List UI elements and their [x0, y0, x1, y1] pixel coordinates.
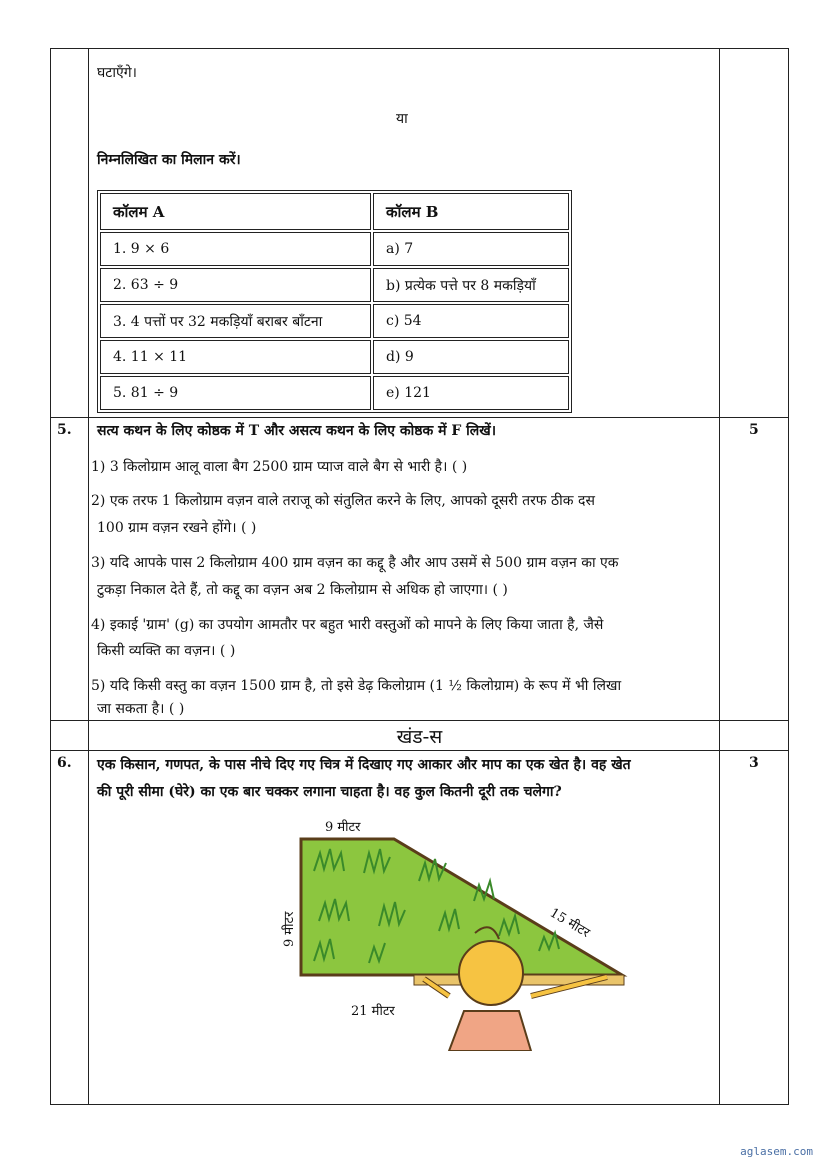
q5-statement-5: 5) यदि किसी वस्तु का वज़न 1500 ग्राम है, तो इसे डेढ़ किलोग्राम (1 ½ किलोग्राम) के रूप में भी लिखा	[91, 678, 622, 694]
bottom-side-label: 21 मीटर	[351, 1004, 395, 1019]
child-head	[459, 941, 523, 1005]
column-b-cell: c) 54	[373, 304, 569, 338]
table-row	[100, 304, 569, 338]
table-row	[100, 340, 569, 374]
continuation-text: घटाएँगे।	[97, 65, 137, 81]
match-instruction: निम्नलिखित का मिलान करें।	[97, 152, 241, 168]
column-b-cell: d) 9	[373, 340, 569, 374]
footer-watermark: aglasem.com	[740, 1145, 813, 1158]
q5-statement-4-cont: किसी व्यक्ति का वज़न। ( )	[97, 643, 236, 659]
table-row	[100, 268, 569, 302]
q5-statement-2: 2) एक तरफ 1 किलोग्राम वज़न वाले तराजू को संतुलित करने के लिए, आपको दूसरी तरफ ठीक दस	[91, 493, 595, 509]
section-title: खंड-स	[396, 726, 443, 748]
col-divider-marks	[719, 49, 720, 1104]
table-header-row	[100, 193, 569, 230]
q5-statement-4: 4) इकाई 'ग्राम' (g) का उपयोग आमतौर पर बहुत भारी वस्तुओं को मापने के लिए किया जाता है, जैसे	[91, 617, 604, 633]
top-side-label: 9 मीटर	[325, 820, 361, 835]
column-b-cell: e) 121	[373, 376, 569, 410]
question-sheet	[50, 48, 789, 1105]
q6-text-line-2: की पूरी सीमा (घेरे) का एक बार चक्कर लगाना चाहता है। वह कुल कितनी दूरी तक चलेगा?	[97, 784, 562, 800]
q6-text-line-1: एक किसान, गणपत, के पास नीचे दिए गए चित्र में दिखाए गए आकार और माप का एक खेत है। वह खेत	[97, 757, 631, 773]
field-figure	[269, 811, 639, 1051]
column-a-cell: 3. 4 पत्तों पर 32 मकड़ियाँ बराबर बाँटना	[100, 304, 371, 338]
q5-marks: 5	[749, 422, 759, 438]
column-b-cell: a) 7	[373, 232, 569, 266]
table-row	[100, 232, 569, 266]
row-divider-section	[51, 720, 788, 721]
q5-statement-1: 1) 3 किलोग्राम आलू वाला बैग 2500 ग्राम प्याज वाले बैग से भारी है। ( )	[91, 459, 468, 475]
field-trapezium	[301, 839, 622, 975]
column-b-cell: b) प्रत्येक पत्ते पर 8 मकड़ियाँ	[373, 268, 569, 302]
column-b-header: कॉलम B	[373, 193, 569, 230]
col-divider-number	[88, 49, 89, 1104]
match-table	[97, 190, 572, 413]
column-a-cell: 2. 63 ÷ 9	[100, 268, 371, 302]
column-a-cell: 1. 9 × 6	[100, 232, 371, 266]
column-a-cell: 4. 11 × 11	[100, 340, 371, 374]
q6-marks: 3	[749, 755, 759, 771]
left-side-label: 9 मीटर	[282, 911, 297, 947]
column-a-header: कॉलम A	[100, 193, 371, 230]
q5-number: 5.	[57, 422, 72, 438]
q5-statement-2-cont: 100 ग्राम वज़न रखने होंगे। ( )	[97, 520, 257, 536]
q5-statement-3-cont: टुकड़ा निकाल देते हैं, तो कद्दू का वज़न अब 2 किलोग्राम से अधिक हो जाएगा। ( )	[97, 582, 508, 598]
column-a-cell: 5. 81 ÷ 9	[100, 376, 371, 410]
q6-number: 6.	[57, 755, 72, 771]
or-text: या	[396, 111, 408, 127]
row-divider-q5	[51, 417, 788, 418]
q5-statement-5-cont: जा सकता है। ( )	[97, 701, 185, 717]
q5-statement-3: 3) यदि आपके पास 2 किलोग्राम 400 ग्राम वज़न का कद्दू है और आप उसमें से 500 ग्राम वज़न का एक	[91, 555, 619, 571]
slant-side-label: 15 मीटर	[546, 905, 593, 941]
child-shirt	[449, 1011, 531, 1051]
row-divider-q6	[51, 750, 788, 751]
table-row	[100, 376, 569, 410]
q5-instruction: सत्य कथन के लिए कोष्ठक में T और असत्य कथन के लिए कोष्ठक में F लिखें।	[97, 423, 497, 439]
